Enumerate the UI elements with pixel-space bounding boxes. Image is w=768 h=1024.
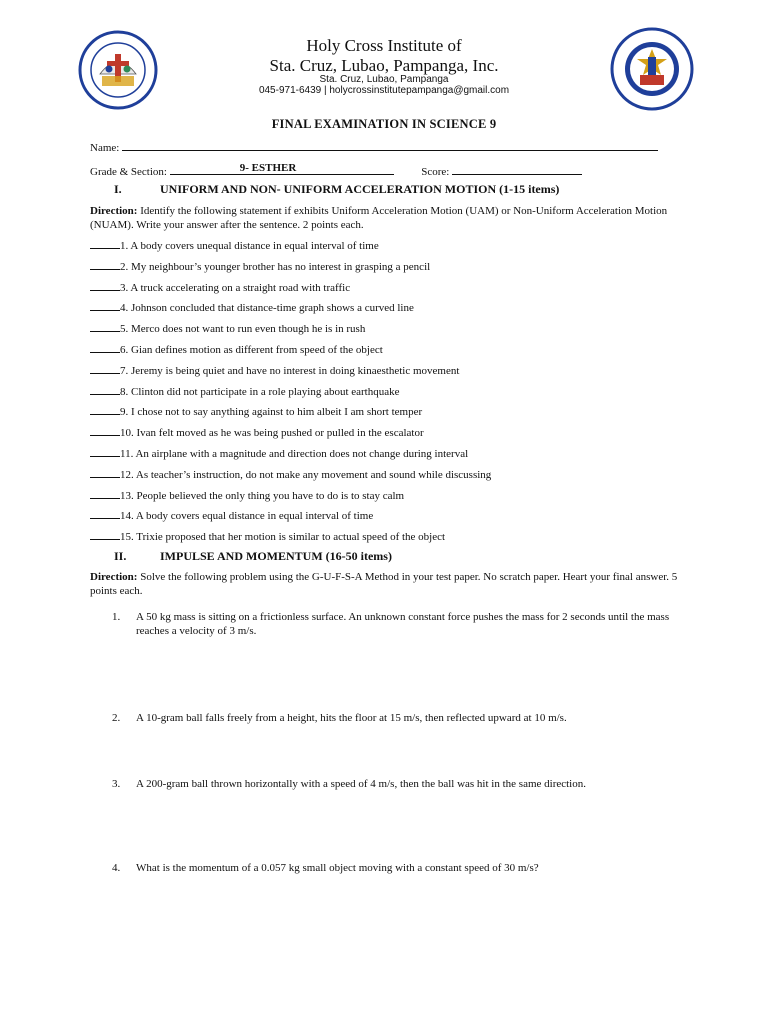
problem-text: A 50 kg mass is sitting on a frictionless surface. An unknown constant force pushes the mass for 2 seconds until the mass reaches a velocity of 3 m/s.	[136, 611, 670, 637]
answer-blank[interactable]	[90, 404, 120, 415]
question-item	[90, 363, 459, 378]
answer-blank[interactable]	[90, 446, 120, 457]
grade-score-row	[90, 162, 650, 179]
name-blank[interactable]	[122, 140, 658, 151]
answer-blank[interactable]	[90, 508, 120, 519]
score-blank[interactable]	[452, 164, 582, 175]
question-text: 6. Gian defines motion as different from speed of the object	[120, 344, 383, 356]
answer-blank[interactable]	[90, 300, 120, 311]
question-text: 8. Clinton did not participate in a role playing about earthquake	[120, 385, 400, 398]
grade-section-field[interactable]	[170, 162, 394, 175]
section-1-title: UNIFORM AND NON- UNIFORM ACCELERATION MOTION (1-15 items)	[160, 182, 560, 196]
answer-blank[interactable]	[90, 467, 120, 478]
direction-label: Direction:	[90, 205, 138, 217]
question-text: 3. A truck accelerating on a straight road with traffic	[120, 281, 351, 294]
school-contact: 045-971-6439 | holycrossinstitutepampanga@gmail.com	[258, 85, 510, 96]
question-text: 1. A body covers unequal distance in equal interval of time	[120, 240, 379, 252]
question-text: 13. People believed the only thing you have to do is to stay calm	[120, 489, 405, 502]
question-item	[90, 238, 379, 253]
section-2-title: IMPULSE AND MOMENTUM (16-50 items)	[160, 549, 392, 563]
question-text: 7. Jeremy is being quiet and have no interest in doing kinaesthetic movement	[120, 364, 460, 377]
question-item	[90, 342, 383, 357]
question-item	[90, 280, 350, 295]
answer-blank[interactable]	[90, 363, 120, 374]
question-text: 12. As teacher’s instruction, do not make any movement and sound while discussing	[120, 468, 492, 481]
question-item	[90, 384, 400, 399]
question-text: 10. Ivan felt moved as he was being pushed or pulled in the escalator	[120, 427, 424, 440]
question-text: 9. I chose not to say anything against to him albeit I am short temper	[120, 406, 423, 419]
section-2-number: II.	[114, 549, 127, 563]
question-item	[90, 404, 422, 419]
answer-blank[interactable]	[90, 342, 120, 353]
problem-number: 3.	[112, 778, 121, 790]
score-label: Score:	[421, 166, 450, 178]
question-item	[90, 529, 445, 544]
question-text: 2. My neighbour’s younger brother has no interest in grasping a pencil	[120, 260, 431, 273]
grade-section-label: Grade & Section:	[90, 166, 167, 178]
answer-blank[interactable]	[90, 259, 120, 270]
direction-label: Direction:	[90, 571, 138, 583]
answer-blank[interactable]	[90, 321, 120, 332]
section-2-direction	[90, 571, 680, 598]
direction-text: Identify the following statement if exhibits Uniform Acceleration Motion (UAM) or Non-Uniform Acceleration Motion (NUAM). Write your answer after the sentence. 2 points each.	[90, 205, 668, 231]
name-row	[90, 140, 658, 155]
question-text: 5. Merco does not want to run even though he is in rush	[120, 323, 366, 336]
exam-title: FINAL EXAMINATION IN SCIENCE 9	[271, 117, 497, 131]
section-1-direction	[90, 205, 680, 232]
section-1-number: I.	[114, 182, 122, 196]
answer-blank[interactable]	[90, 238, 120, 249]
answer-blank[interactable]	[90, 425, 120, 436]
school-address: Sta. Cruz, Lubao, Pampanga	[319, 74, 449, 85]
question-text: 11. An airplane with a magnitude and direction does not change during interval	[120, 448, 469, 460]
question-item	[90, 300, 414, 315]
question-item	[90, 488, 404, 503]
answer-blank[interactable]	[90, 529, 120, 540]
question-item	[90, 446, 468, 461]
problem-number: 1.	[112, 611, 121, 623]
name-label: Name:	[90, 142, 120, 154]
answer-blank[interactable]	[90, 488, 120, 499]
problem-text: A 200-gram ball thrown horizontally with a speed of 4 m/s, then the ball was hit in the same direction.	[136, 778, 586, 790]
grade-section-value: 9- ESTHER	[239, 162, 297, 174]
answer-blank[interactable]	[90, 384, 120, 395]
question-item	[90, 467, 491, 482]
question-item	[90, 321, 365, 336]
direction-text: Solve the following problem using the G-U-F-S-A Method in your test paper. No scratch paper. Heart your final answer. 5 points each.	[90, 571, 678, 597]
school-name-line-2: Sta. Cruz, Lubao, Pampanga, Inc.	[269, 56, 499, 75]
question-text: 14. A body covers equal distance in equal interval of time	[120, 510, 374, 523]
problem-text: A 10-gram ball falls freely from a height, hits the floor at 15 m/s, then reflected upward at 10 m/s.	[136, 712, 567, 724]
school-name-line-1: Holy Cross Institute of	[306, 36, 462, 55]
question-item	[90, 259, 430, 274]
question-item	[90, 425, 424, 440]
problem-number: 2.	[112, 712, 121, 724]
question-text: 15. Trixie proposed that her motion is similar to actual speed of the object	[120, 531, 446, 544]
problem-number: 4.	[112, 862, 121, 874]
problem-text: What is the momentum of a 0.057 kg small object moving with a constant speed of 30 m/s?	[136, 862, 539, 874]
question-text: 4. Johnson concluded that distance-time graph shows a curved line	[120, 302, 414, 315]
question-item	[90, 508, 373, 523]
answer-blank[interactable]	[90, 280, 120, 291]
